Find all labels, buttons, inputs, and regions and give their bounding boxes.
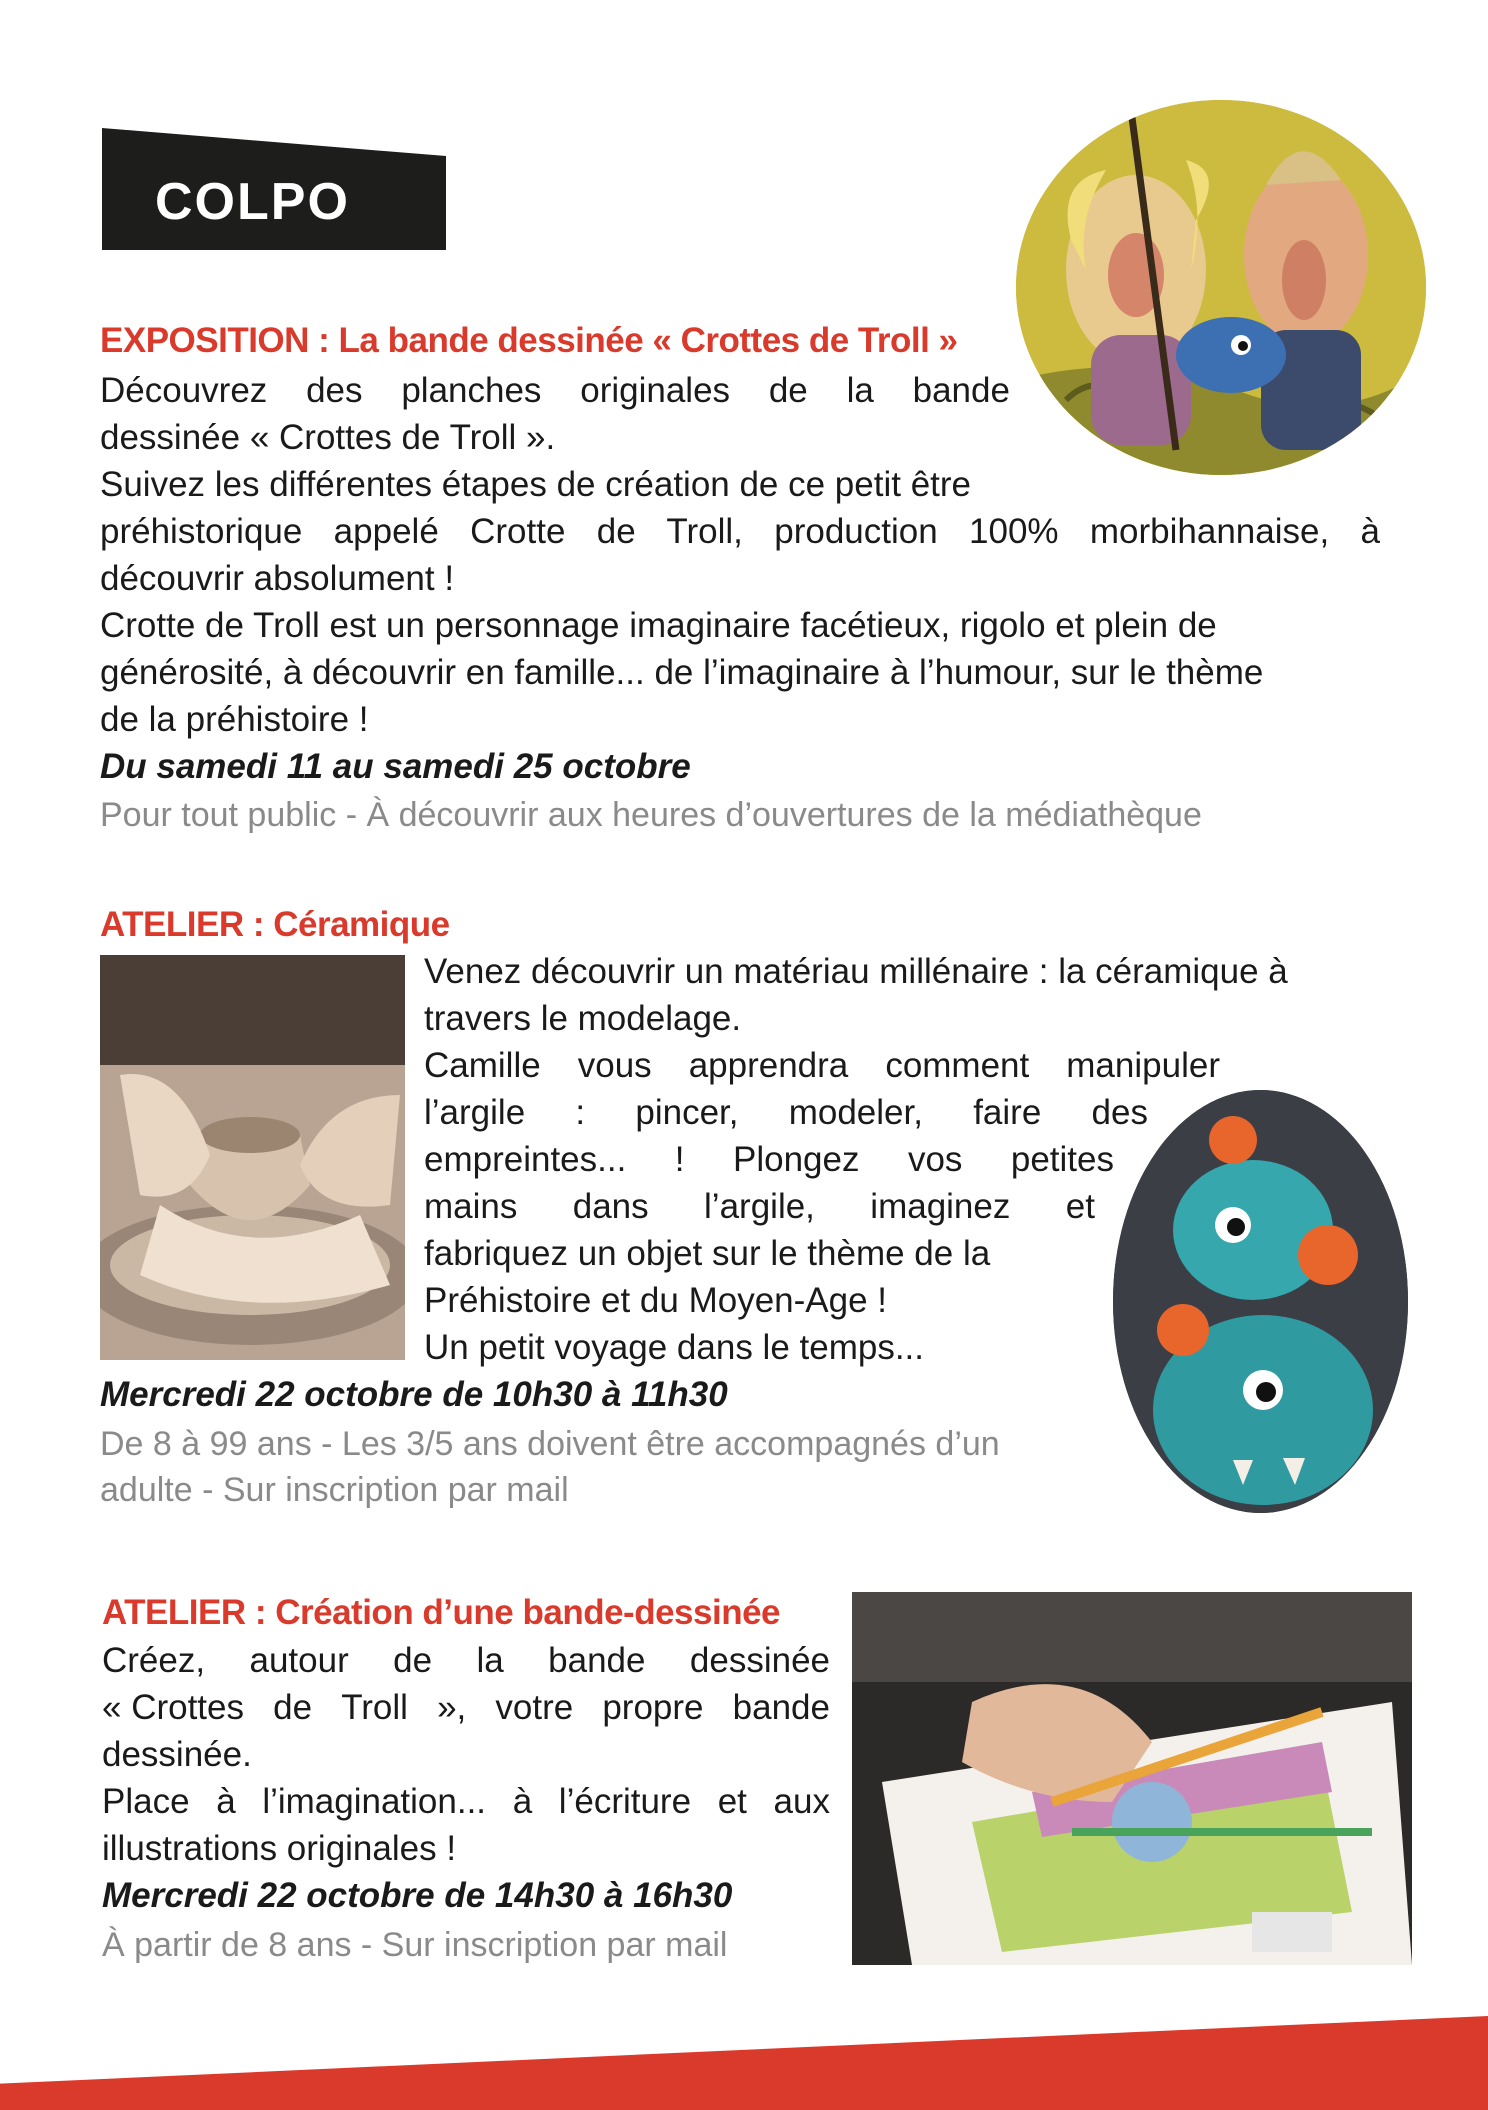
exposition-date: Du samedi 11 au samedi 25 octobre <box>100 747 691 786</box>
ceramique-line-9: Un petit voyage dans le temps... <box>424 1328 924 1367</box>
exposition-line-4: préhistorique appelé Crotte de Troll, production 100% morbihannaise, à <box>100 512 1380 551</box>
ceramique-line-4: l’argile : pincer, modeler, faire des <box>424 1093 1148 1132</box>
bd-line-2: « Crottes de Troll », votre propre bande <box>102 1688 830 1727</box>
exposition-line-1: Découvrez des planches originales de la bande <box>100 371 1010 410</box>
exposition-line-3: Suivez les différentes étapes de création de ce petit être <box>100 465 972 504</box>
ceramique-line-2: travers le modelage. <box>424 999 742 1038</box>
bd-line-1: Créez, autour de la bande dessinée <box>102 1641 830 1680</box>
exposition-line-5: découvrir absolument ! <box>100 559 455 598</box>
footer-band <box>0 2016 1488 2110</box>
page-title: COLPO <box>155 173 350 231</box>
bd-body <box>102 1637 830 1872</box>
exposition-info: Pour tout public - À découvrir aux heures d’ouvertures de la médiathèque <box>100 796 1202 834</box>
comic-drawing-photo <box>852 1592 1412 1965</box>
exposition-title: EXPOSITION : La bande dessinée « Crottes de Troll » <box>100 321 958 360</box>
exposition-body <box>100 367 1380 743</box>
bd-info: À partir de 8 ans - Sur inscription par mail <box>102 1926 728 1964</box>
troll-illustration <box>1016 100 1426 475</box>
bd-date: Mercredi 22 octobre de 14h30 à 16h30 <box>102 1876 733 1915</box>
exposition-line-7: générosité, à découvrir en famille... de l’imaginaire à l’humour, sur le thème <box>100 653 1264 692</box>
ceramique-line-6: mains dans l’argile, imaginez et <box>424 1187 1095 1226</box>
ceramique-date: Mercredi 22 octobre de 10h30 à 11h30 <box>100 1375 728 1414</box>
bd-line-3: dessinée. <box>102 1735 252 1774</box>
ceramique-line-1: Venez découvrir un matériau millénaire : la céramique à <box>424 952 1288 991</box>
bd-title: ATELIER : Création d’une bande-dessinée <box>102 1593 781 1632</box>
ceramique-title: ATELIER : Céramique <box>100 905 450 944</box>
bd-line-5: illustrations originales ! <box>102 1829 457 1868</box>
ceramique-line-8: Préhistoire et du Moyen-Age ! <box>424 1281 888 1320</box>
bd-line-4: Place à l’imagination... à l’écriture et aux <box>102 1782 830 1821</box>
ceramique-info-line-2: adulte - Sur inscription par mail <box>100 1471 569 1509</box>
pottery-photo <box>100 955 405 1360</box>
exposition-line-6: Crotte de Troll est un personnage imaginaire facétieux, rigolo et plein de <box>100 606 1217 645</box>
exposition-line-8: de la préhistoire ! <box>100 700 369 739</box>
ceramique-line-5: empreintes... ! Plongez vos petites <box>424 1140 1114 1179</box>
ceramique-info-line-1: De 8 à 99 ans - Les 3/5 ans doivent être accompagnés d’un <box>100 1425 1000 1463</box>
ceramique-line-3: Camille vous apprendra comment manipuler <box>424 1046 1220 1085</box>
clay-monster-photo <box>1113 1090 1408 1513</box>
ceramique-line-7: fabriquez un objet sur le thème de la <box>424 1234 991 1273</box>
exposition-line-2: dessinée « Crottes de Troll ». <box>100 418 556 457</box>
